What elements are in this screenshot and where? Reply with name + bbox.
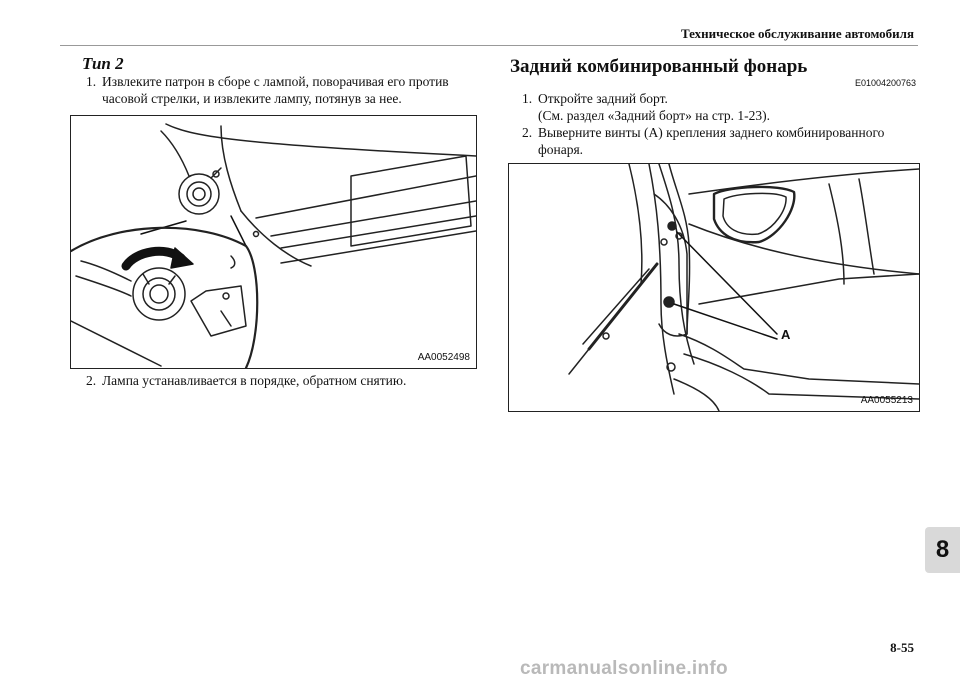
rear-lamp-illustration: [509, 164, 919, 411]
page-number: 8-55: [890, 640, 914, 655]
step-text-line: Лампа устанавливается в порядке, обратном снятию.: [102, 373, 407, 388]
watermark: carmanualsonline.info: [520, 658, 728, 679]
step-number: 1.: [522, 91, 533, 106]
lamp-socket-illustration: [71, 116, 476, 368]
left-step-1: [86, 73, 486, 107]
step-text-line: Извлеките патрон в сборе с лампой, поворачивая его против: [102, 74, 449, 89]
step-number: 1.: [86, 74, 97, 89]
running-header: Техническое обслуживание автомобиля: [680, 26, 914, 41]
step-number: 2.: [86, 373, 97, 388]
section-title: Задний комбинированный фонарь: [510, 56, 808, 77]
header-rule: [60, 45, 918, 46]
step-text-line: Откройте задний борт.: [538, 91, 668, 106]
callout-label-a: A: [781, 327, 791, 342]
chapter-number: 8: [935, 536, 950, 563]
chapter-tab: [925, 527, 960, 573]
step-text-line: часовой стрелки, и извлеките лампу, потянув за нее.: [102, 91, 402, 106]
section-code: E01004200763: [854, 78, 916, 88]
step-text-line: фонаря.: [538, 142, 584, 157]
figure-code: AA0055213: [860, 395, 913, 406]
right-step-2: [522, 124, 922, 158]
figure-lamp-socket: [70, 115, 477, 369]
type-2-title: Тип 2: [82, 54, 124, 73]
left-step-2: [86, 372, 486, 389]
figure-code: AA0052498: [417, 352, 470, 363]
step-text-line: Выверните винты (A) крепления заднего комбинированного: [538, 125, 885, 140]
step-text-line: (См. раздел «Задний борт» на стр. 1-23).: [538, 108, 770, 123]
figure-rear-lamp: [508, 163, 920, 412]
right-step-1: [522, 90, 922, 124]
step-number: 2.: [522, 125, 533, 140]
